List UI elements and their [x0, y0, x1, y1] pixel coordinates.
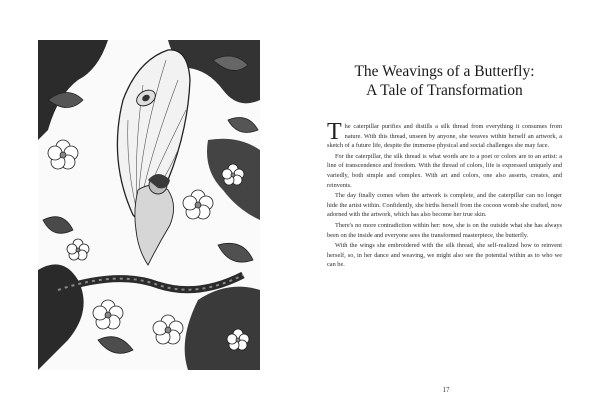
illustration-art: [38, 40, 260, 370]
body-text: [327, 119, 562, 270]
chapter-title: [327, 62, 562, 100]
text-page: [327, 62, 562, 271]
paragraph-2: For the caterpillar, the silk thread is what words are to a poet or colors are to an artist: a line of transcendence and freedom. With the thread of colors, life is expressed uniquely and variedly, both simple and complex. With art and colors, one also asserts, creates, and reinvents.: [327, 152, 562, 189]
drop-cap: T: [327, 119, 342, 145]
paragraph-5: With the wings she embroidered with the silk thread, she self-realized how to reinvent herself, so, in her dance and weaving, we might also see the potential within as to who we can be.: [327, 242, 562, 269]
butterfly-fairy-illustration: [38, 40, 260, 370]
paragraph-3: The day finally comes when the artwork is complete, and the caterpillar can no longer hide the artist within. Confidently, she births herself from the cocoon womb she crafted, now adorned with the artwork, which has also become her true skin.: [327, 192, 562, 219]
chapter-title-line-1: The Weavings of a Butterfly:: [354, 63, 535, 80]
chapter-title-line-2: A Tale of Transformation: [366, 82, 523, 99]
paragraph-1: [327, 119, 562, 151]
page-number: 17: [442, 386, 450, 394]
paragraph-4: There's no more contradiction within her: now, she is on the outside what she has always been on the inside and everyone sees the transformed masterpiece, the butterfly.: [327, 221, 562, 239]
paragraph-1-text: he caterpillar purifies and distills a silk thread from everything it consumes from nature. With this thread, unseen by anyone, she weaves within herself an artwork, a sketch of a future life, despite the immense physical and social challenges she may face.: [327, 123, 562, 150]
